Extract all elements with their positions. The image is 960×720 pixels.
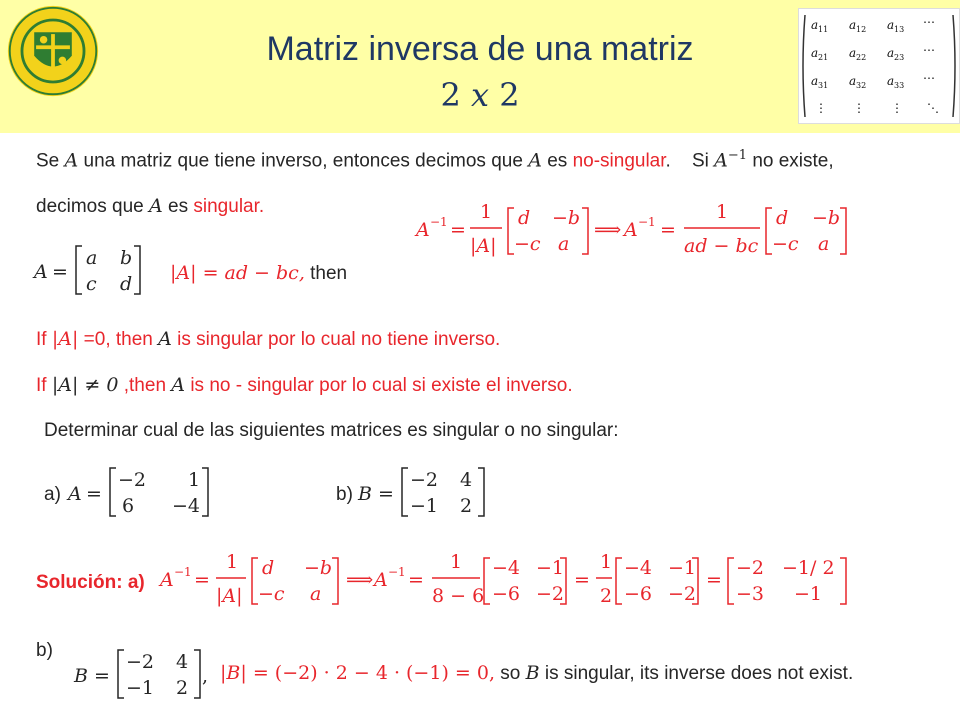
svg-text:−2: −2 [410,469,439,491]
svg-text:12: 12 [856,25,867,34]
svg-text:2: 2 [600,585,613,607]
svg-text:B: B [74,665,88,687]
svg-text:a: a [887,74,895,88]
svg-text:11: 11 [818,25,829,34]
svg-text:A: A [416,219,430,241]
svg-text:1: 1 [450,551,463,573]
svg-text:−2: −2 [736,557,765,579]
svg-text:d: d [120,273,133,295]
svg-text:=: = [52,261,68,283]
matrix-A-definition [32,240,162,300]
svg-text:a: a [887,18,895,32]
svg-text:23: 23 [894,53,905,62]
svg-text:−6: −6 [492,583,521,605]
svg-text:2: 2 [176,677,189,699]
svg-text:⟹: ⟹ [594,219,622,241]
exercise-matrix-A [64,462,224,522]
svg-text:33: 33 [894,81,905,90]
svg-text:=: = [378,483,394,505]
svg-text:8 − 6: 8 − 6 [432,585,485,607]
rule-nonsingular: If |A| ≠ 0 ,then A is no - singular por lo cual si existe el inverso. [36,374,573,396]
svg-text:1: 1 [716,201,729,223]
svg-text:=: = [94,665,110,687]
svg-text:−1: −1 [410,495,439,517]
svg-text:−1: −1 [638,215,656,229]
svg-text:⋯: ⋯ [923,15,935,29]
exercise-matrix-B [354,462,494,522]
svg-text:=: = [660,219,676,241]
svg-text:⋮: ⋮ [853,101,865,115]
solution-b-label: b) [36,640,53,661]
svg-text:A: A [374,569,388,591]
rule-singular: If |A| =0, then A is singular por lo cual no tiene inverso. [36,328,501,350]
page-title: Matriz inversa de una matriz [266,30,694,68]
svg-text:13: 13 [894,25,905,34]
svg-text:=: = [706,569,722,591]
svg-text:−b: −b [304,557,333,579]
svg-text:6: 6 [122,495,135,517]
svg-text:a: a [811,74,819,88]
inverse-formula-red [410,198,855,268]
svg-text:−1: −1 [174,565,192,579]
svg-text:=: = [450,219,466,241]
svg-text:a: a [811,18,819,32]
svg-text:4: 4 [176,651,189,673]
svg-text:|A|: |A| [216,585,243,607]
svg-text:d: d [518,207,531,229]
svg-text:−b: −b [812,207,841,229]
svg-text:a: a [811,46,819,60]
svg-text:A: A [34,261,48,283]
svg-text:c: c [86,273,97,295]
exercise-a-label: a) [44,484,61,505]
svg-text:2: 2 [460,495,473,517]
svg-text:−1: −1 [430,215,448,229]
svg-text:⟹: ⟹ [346,569,374,591]
svg-text:−2: −2 [668,583,697,605]
svg-text:−1: −1 [668,557,697,579]
svg-text:⋯: ⋯ [923,71,935,85]
svg-text:−c: −c [772,233,799,255]
svg-text:=: = [194,569,210,591]
svg-text:1: 1 [600,551,613,573]
svg-text:b: b [120,247,133,269]
svg-text:−2: −2 [536,583,565,605]
svg-text:1: 1 [226,551,239,573]
general-matrix-thumbnail [798,8,960,124]
svg-text:31: 31 [818,81,829,90]
svg-text:⋯: ⋯ [923,43,935,57]
svg-text:⋮: ⋮ [891,101,903,115]
university-seal-logo [6,4,100,98]
svg-text:−1: −1 [126,677,155,699]
svg-text:a: a [310,583,322,605]
svg-text:21: 21 [818,53,829,62]
svg-text:32: 32 [856,81,867,90]
exercise-prompt: Determinar cual de las siguientes matrices es singular o no singular: [44,420,619,441]
svg-text:|A|: |A| [470,235,497,257]
svg-text:a: a [849,18,857,32]
svg-text:A: A [624,219,638,241]
solution-a-equation [156,548,856,618]
svg-text:−1: −1 [794,583,823,605]
svg-text:−6: −6 [624,583,653,605]
svg-text:a: a [849,74,857,88]
svg-text:−4: −4 [492,557,521,579]
svg-text:−4: −4 [624,557,653,579]
svg-text:B: B [358,483,372,505]
svg-text:A: A [160,569,174,591]
svg-text:1: 1 [188,469,201,491]
svg-text:−1/ 2: −1/ 2 [782,557,835,579]
svg-text:−2: −2 [118,469,147,491]
svg-text:a: a [849,46,857,60]
svg-text:4: 4 [460,469,473,491]
svg-text:⋮: ⋮ [815,101,827,115]
svg-text:,: , [202,665,209,687]
svg-text:−3: −3 [736,583,765,605]
svg-text:−b: −b [552,207,581,229]
svg-text:−4: −4 [172,495,201,517]
svg-text:d: d [262,557,275,579]
svg-text:⋱: ⋱ [927,101,939,115]
svg-text:=: = [86,483,102,505]
determinant-formula: |A| = ad − bc, then [170,262,348,284]
page-subtitle: 2 x 2 [440,76,520,114]
svg-text:a: a [558,233,570,255]
exercise-b-label: b) [336,484,353,505]
svg-text:ad − bc: ad − bc [684,235,759,257]
svg-text:a: a [86,247,98,269]
svg-text:−2: −2 [126,651,155,673]
svg-text:=: = [574,569,590,591]
svg-text:a: a [818,233,830,255]
svg-text:1: 1 [480,201,493,223]
solution-b-matrix [70,646,210,706]
svg-text:−c: −c [514,233,541,255]
svg-text:−1: −1 [388,565,406,579]
intro-line-1: Se A una matriz que tiene inverso, entonces decimos que A es no-singular. Si $A^{-1}$ no existe, [36,148,834,172]
intro-line-2: decimos que A es singular. [36,195,265,217]
svg-text:22: 22 [856,53,867,62]
svg-text:A: A [68,483,82,505]
svg-text:=: = [408,569,424,591]
svg-text:−c: −c [258,583,285,605]
solution-label: Solución: a) [36,572,145,593]
svg-text:a: a [887,46,895,60]
svg-text:d: d [776,207,789,229]
solution-b-determinant: |B| = (−2) · 2 − 4 · (−1) = 0, so B is singular, its inverse does not exist. [220,662,854,684]
svg-text:−1: −1 [536,557,565,579]
